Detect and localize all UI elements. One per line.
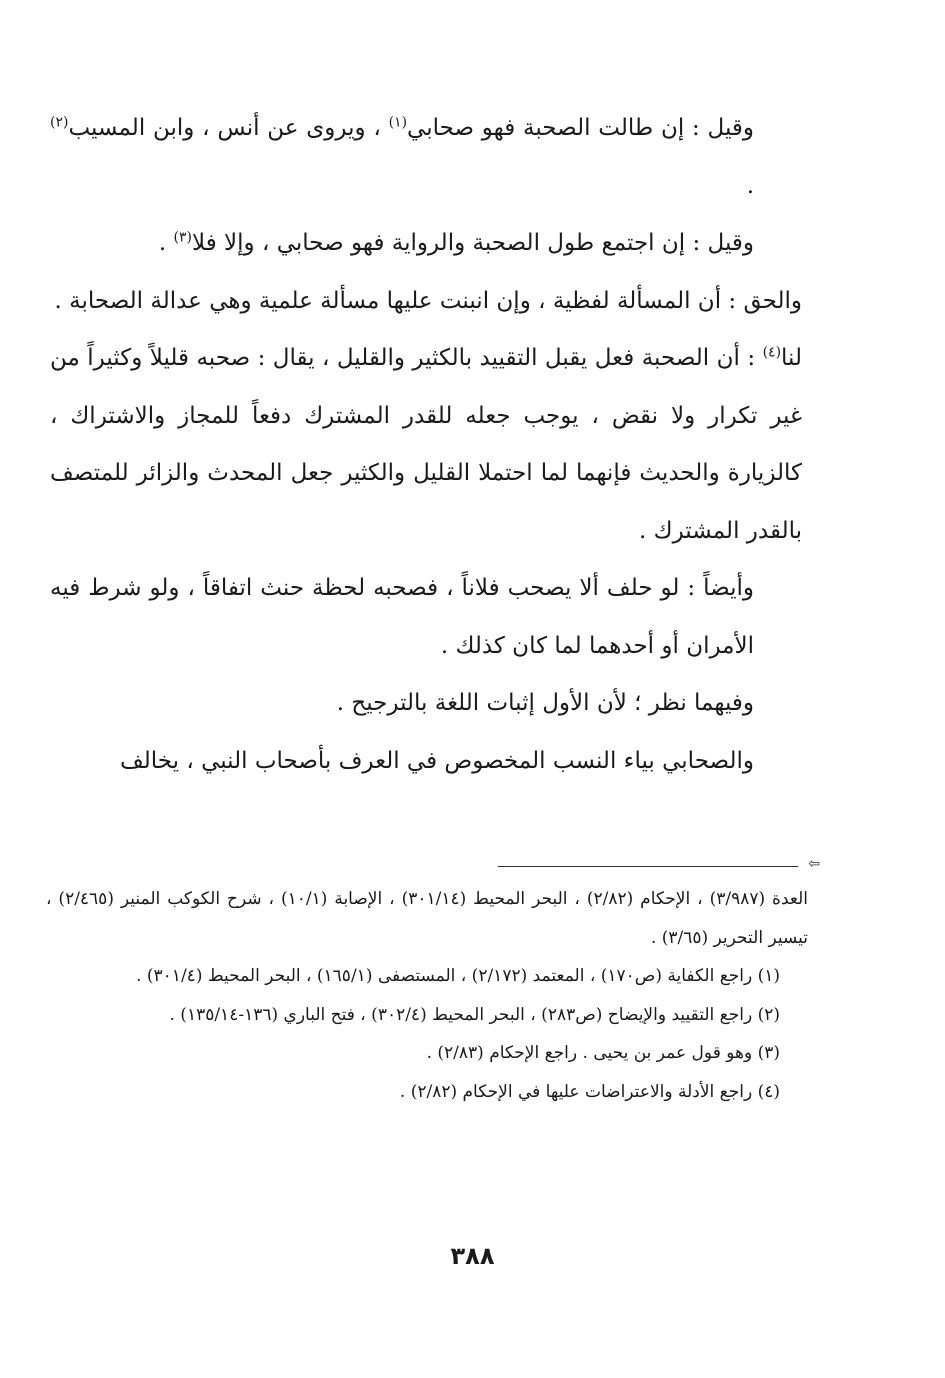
paragraph-text: لنا — [781, 345, 803, 371]
footnote-ref-1[interactable]: (١) — [388, 114, 408, 131]
paragraph-text: وقيل : إن طالت الصحبة فهو صحابي — [407, 115, 754, 141]
footnote-3: (٣) وهو قول عمر بن يحيى . راجع الإحكام (٢/٨٣) . — [426, 1043, 780, 1063]
paragraph-4 — [50, 330, 802, 560]
footnote-continued: العدة (٣/٩٨٧) ، الإحكام (٢/٨٢) ، البحر المحيط (٣٠١/١٤) ، الإصابة (١٠/١) ، شرح الكوكب المنير (٢/٤٦٥) ، تيسير التحرير (٣/٦٥) . — [46, 889, 808, 948]
footnote-1: (١) راجع الكفاية (ص١٧٠) ، المعتمد (٢/١٧٢) ، المستصفى (١٦٥/١) ، البحر المحيط (٣٠١/٤) . — [136, 966, 780, 986]
paragraph-text: ، ويروى عن أنس ، وابن المسيب — [68, 115, 389, 141]
footnote-ref-4[interactable]: (٤) — [762, 344, 782, 361]
footnote-ref-3[interactable]: (٣) — [173, 229, 193, 246]
paragraph-text: وقيل : إن اجتمع طول الصحبة والرواية فهو صحابي ، وإلا فلا — [192, 230, 754, 256]
paragraph-2 — [50, 215, 802, 273]
footnotes — [46, 880, 808, 1111]
paragraph-text: . — [158, 230, 174, 256]
page-number: ٣٨٨ — [450, 1242, 495, 1270]
footnote-2: (٢) راجع التقييد والإيضاح (ص٢٨٣) ، البحر المحيط (٣٠٢/٤) ، فتح الباري (١٣٦-١٣٥/١٤) . — [169, 1004, 780, 1025]
paragraph-text: : أن الصحبة فعل يقبل التقييد بالكثير والقليل ، يقال : صحبه قليلاً وكثيراً من غير تكرار ولا نقض ، يوجب جعله للقدر المشترك دفعاً للمجاز والاشتراك ، كالزيارة والحديث فإنهما لما احتملا القليل والكثير جعل المحدث والزائر للمتصف بالقدر المشترك . — [50, 345, 802, 544]
paragraph-3: والحق : أن المسألة لفظية ، وإن انبنت عليها مسألة علمية وهي عدالة الصحابة . — [54, 287, 802, 314]
paragraph-1 — [50, 100, 802, 215]
main-text — [50, 100, 802, 790]
separator-line — [498, 866, 798, 867]
footnote-ref-2[interactable]: (٢) — [50, 114, 69, 131]
paragraph-6: وفيهما نظر ؛ لأن الأول إثبات اللغة بالترجيح . — [336, 690, 754, 716]
footnote-4: (٤) راجع الأدلة والاعتراضات عليها في الإحكام (٢/٨٢) . — [399, 1081, 780, 1102]
arrow-left-icon: ⇦ — [808, 856, 820, 872]
paragraph-7: والصحابي بياء النسب المخصوص في العرف بأصحاب النبي ، يخالف — [119, 747, 754, 774]
paragraph-text: . — [746, 172, 754, 199]
footnote-separator — [498, 856, 820, 873]
paragraph-5: وأيضاً : لو حلف ألا يصحب فلاناً ، فصحبه لحظة حنث اتفاقاً ، ولو شرط فيه الأمران أو أحدهما لما كان كذلك . — [50, 575, 754, 659]
